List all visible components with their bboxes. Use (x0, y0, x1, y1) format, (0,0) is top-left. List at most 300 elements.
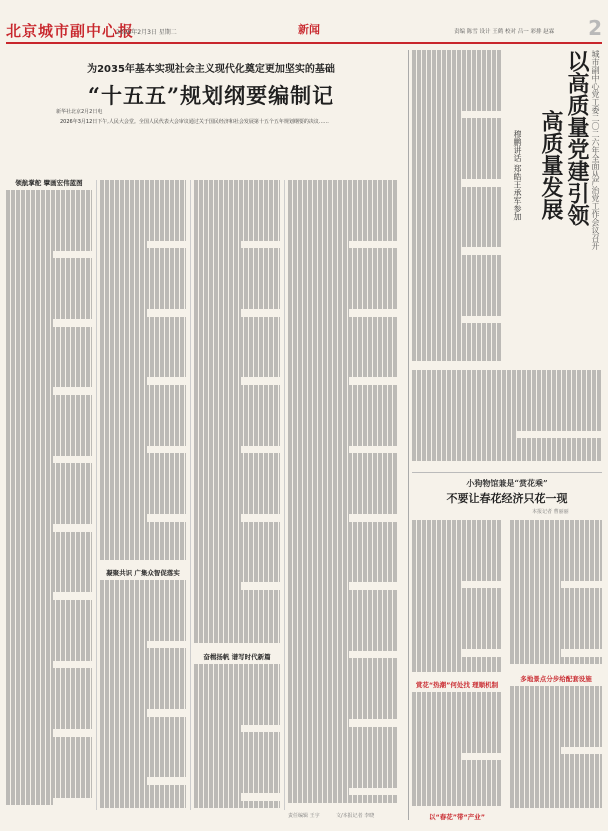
text-line-placeholder (194, 590, 280, 598)
side-title-line2: 高质量发展 (538, 110, 564, 220)
text-line-placeholder (194, 499, 280, 507)
text-line-placeholder (6, 752, 92, 760)
text-line-placeholder (6, 441, 92, 449)
text-line-placeholder (100, 702, 186, 710)
text-line-placeholder (412, 596, 502, 604)
text-line-placeholder (100, 461, 186, 469)
text-line-placeholder (6, 312, 92, 320)
side-people: 穆鹏讲话 郑皓王承军参加 (513, 130, 522, 221)
text-line-placeholder (6, 289, 92, 297)
text-line-placeholder (412, 520, 502, 528)
text-line-placeholder (288, 256, 398, 264)
text-line-placeholder (6, 760, 92, 768)
text-line-placeholder (288, 476, 398, 484)
text-line-placeholder (510, 649, 561, 657)
text-line-placeholder (100, 633, 186, 641)
issue-date: 2026年2月3日 星期二 (116, 29, 177, 36)
text-line-placeholder (412, 270, 502, 278)
text-line-placeholder (412, 285, 502, 293)
article-headline: “十五五”规划纲要编制记 (87, 83, 335, 108)
text-line-placeholder (6, 228, 92, 236)
text-line-placeholder (100, 603, 186, 611)
text-line-placeholder (288, 757, 398, 765)
text-line-placeholder (6, 509, 92, 517)
text-line-placeholder (288, 469, 398, 477)
text-line-placeholder (412, 798, 502, 806)
text-line-placeholder (288, 317, 398, 325)
text-line-placeholder (6, 471, 92, 479)
text-line-placeholder (100, 203, 186, 211)
text-line-placeholder (100, 580, 186, 588)
text-line-placeholder (194, 748, 280, 756)
text-line-placeholder (194, 461, 280, 469)
text-line-placeholder (412, 194, 502, 202)
text-line-placeholder (510, 619, 602, 627)
text-line-placeholder (100, 671, 186, 679)
text-line-placeholder (100, 233, 186, 241)
text-line-placeholder (412, 423, 602, 431)
text-line-placeholder (194, 317, 280, 325)
text-line-placeholder (6, 668, 92, 676)
text-line-placeholder (510, 573, 602, 581)
text-line-placeholder (194, 694, 280, 702)
text-line-placeholder (412, 323, 502, 331)
text-line-placeholder (510, 709, 602, 717)
text-line-placeholder (412, 446, 602, 454)
section-label: 新闻 (298, 23, 320, 36)
text-line-placeholder (194, 491, 280, 499)
text-line-placeholder (288, 651, 349, 659)
text-line-placeholder (100, 339, 186, 347)
text-line-placeholder (194, 664, 280, 672)
text-line-placeholder (6, 744, 92, 752)
text-line-placeholder (100, 595, 186, 603)
text-line-placeholder (412, 164, 502, 172)
text-line-placeholder (510, 550, 602, 558)
text-line-placeholder (100, 370, 186, 378)
column-rule (96, 180, 97, 810)
text-line-placeholder (100, 385, 186, 393)
text-line-placeholder (412, 80, 502, 88)
text-line-placeholder (412, 535, 502, 543)
text-line-placeholder (412, 657, 502, 665)
text-line-placeholder (288, 643, 398, 651)
text-line-placeholder (510, 770, 602, 778)
text-line-placeholder (100, 514, 147, 522)
text-line-placeholder (6, 395, 92, 403)
text-line-placeholder (6, 524, 53, 532)
text-line-placeholder (100, 777, 147, 785)
side-text-column-1 (412, 50, 502, 365)
text-line-placeholder (412, 619, 502, 627)
text-line-placeholder (412, 385, 602, 393)
text-line-placeholder (6, 699, 92, 707)
text-line-placeholder (100, 762, 186, 770)
text-line-placeholder (510, 694, 602, 702)
text-line-placeholder (194, 522, 280, 530)
text-line-placeholder (412, 416, 602, 424)
text-line-placeholder (194, 271, 280, 279)
text-line-placeholder (6, 775, 92, 783)
text-line-placeholder (412, 187, 502, 195)
text-line-placeholder (412, 111, 462, 119)
text-line-placeholder (510, 739, 602, 747)
text-line-placeholder (510, 800, 602, 808)
text-line-placeholder (100, 347, 186, 355)
text-line-placeholder (288, 499, 398, 507)
text-line-placeholder (100, 537, 186, 545)
text-line-placeholder (412, 707, 502, 715)
text-line-placeholder (194, 560, 280, 568)
text-line-placeholder (510, 754, 602, 762)
text-line-placeholder (194, 702, 280, 710)
text-line-placeholder (412, 217, 502, 225)
text-line-placeholder (6, 486, 92, 494)
text-line-placeholder (194, 294, 280, 302)
text-line-placeholder (6, 266, 92, 274)
text-line-placeholder (288, 203, 398, 211)
text-line-placeholder (100, 529, 186, 537)
text-line-placeholder (288, 598, 398, 606)
text-line-placeholder (194, 537, 280, 545)
text-line-placeholder (6, 410, 92, 418)
text-line-placeholder (100, 522, 186, 530)
text-line-placeholder (6, 798, 53, 806)
text-line-placeholder (100, 248, 186, 256)
text-line-placeholder (100, 800, 186, 808)
text-line-placeholder (288, 636, 398, 644)
text-line-placeholder (412, 700, 502, 708)
text-line-placeholder (288, 218, 398, 226)
text-line-placeholder (412, 722, 502, 730)
text-line-placeholder (412, 408, 602, 416)
text-line-placeholder (194, 710, 280, 718)
text-line-placeholder (288, 560, 398, 568)
commentary-headline: 不要让春花经济只花一现 (446, 492, 568, 505)
text-line-placeholder (6, 737, 92, 745)
text-line-placeholder (412, 745, 502, 753)
text-line-placeholder (510, 724, 602, 732)
text-line-placeholder (100, 656, 186, 664)
text-line-placeholder (6, 243, 92, 251)
text-line-placeholder (288, 545, 398, 553)
commentary-subhead-1: 赏花“热潮”何处找 理顺机制 (415, 681, 499, 689)
text-line-placeholder (412, 316, 462, 324)
text-line-placeholder (510, 701, 602, 709)
text-line-placeholder (194, 605, 280, 613)
text-line-placeholder (288, 286, 398, 294)
text-line-placeholder (288, 689, 398, 697)
text-line-placeholder (6, 448, 92, 456)
text-line-placeholder (288, 765, 398, 773)
text-line-placeholder (412, 393, 602, 401)
text-line-placeholder (412, 225, 502, 233)
text-line-placeholder (510, 686, 602, 694)
text-line-placeholder (194, 786, 280, 794)
text-line-placeholder (412, 126, 502, 134)
text-line-placeholder (194, 740, 280, 748)
text-line-placeholder (194, 636, 280, 644)
text-line-placeholder (194, 770, 280, 778)
text-line-placeholder (100, 476, 186, 484)
text-line-placeholder (412, 791, 502, 799)
text-line-placeholder (100, 400, 186, 408)
text-line-placeholder (288, 727, 398, 735)
text-line-placeholder (288, 180, 398, 188)
text-line-placeholder (100, 732, 186, 740)
text-line-placeholder (194, 408, 280, 416)
text-line-placeholder (412, 232, 502, 240)
text-line-placeholder (6, 403, 92, 411)
text-line-placeholder (194, 613, 280, 621)
text-line-placeholder (194, 484, 280, 492)
text-line-placeholder (194, 355, 280, 363)
text-line-placeholder (100, 279, 186, 287)
text-line-placeholder (6, 425, 92, 433)
text-line-placeholder (288, 279, 398, 287)
text-line-placeholder (288, 712, 398, 720)
text-line-placeholder (288, 719, 349, 727)
text-line-placeholder (412, 149, 502, 157)
text-line-placeholder (100, 324, 186, 332)
text-line-placeholder (6, 463, 92, 471)
text-line-placeholder (288, 704, 398, 712)
text-line-placeholder (510, 604, 602, 612)
text-line-placeholder (6, 539, 92, 547)
text-line-placeholder (194, 446, 241, 454)
text-line-placeholder (6, 517, 92, 525)
text-line-placeholder (100, 286, 186, 294)
text-line-placeholder (288, 742, 398, 750)
text-line-placeholder (194, 218, 280, 226)
text-line-placeholder (412, 96, 502, 104)
text-line-placeholder (100, 423, 186, 431)
text-line-placeholder (100, 739, 186, 747)
text-line-placeholder (288, 529, 398, 537)
text-line-placeholder (412, 768, 502, 776)
page-number: 2 (588, 16, 602, 40)
text-line-placeholder (6, 653, 92, 661)
text-line-placeholder (412, 558, 502, 566)
text-line-placeholder (288, 241, 349, 249)
text-line-placeholder (288, 393, 398, 401)
text-line-placeholder (194, 362, 280, 370)
text-line-placeholder (412, 611, 502, 619)
text-line-placeholder (6, 691, 92, 699)
text-line-placeholder (100, 694, 186, 702)
text-line-placeholder (510, 566, 602, 574)
text-line-placeholder (6, 547, 92, 555)
text-line-placeholder (288, 431, 398, 439)
text-line-placeholder (100, 256, 186, 264)
text-line-placeholder (6, 782, 92, 790)
text-line-placeholder (6, 342, 92, 350)
text-line-placeholder (100, 355, 186, 363)
commentary-column-2 (510, 520, 602, 670)
text-line-placeholder (194, 226, 280, 234)
text-line-placeholder (510, 596, 602, 604)
text-line-placeholder (288, 423, 398, 431)
text-line-placeholder (194, 248, 280, 256)
newspaper-logo: 北京城市副中心报 (6, 22, 135, 40)
text-line-placeholder (6, 327, 92, 335)
text-line-placeholder (100, 408, 186, 416)
text-line-placeholder (288, 377, 349, 385)
text-line-placeholder (412, 378, 602, 386)
text-column-2b (100, 580, 186, 810)
text-line-placeholder (194, 507, 280, 515)
commentary-subhead-3: 以“春花”带“产业” (428, 813, 486, 821)
text-line-placeholder (510, 762, 602, 770)
text-line-placeholder (288, 795, 398, 803)
text-line-placeholder (510, 611, 602, 619)
text-line-placeholder (412, 649, 462, 657)
commentary-column-1 (412, 520, 502, 675)
text-line-placeholder (194, 431, 280, 439)
text-line-placeholder (194, 302, 280, 310)
text-line-placeholder (288, 507, 398, 515)
text-line-placeholder (288, 438, 398, 446)
text-line-placeholder (288, 484, 398, 492)
text-column-2 (100, 180, 186, 560)
text-line-placeholder (100, 453, 186, 461)
text-line-placeholder (100, 415, 186, 423)
text-line-placeholder (100, 491, 186, 499)
text-line-placeholder (100, 679, 186, 687)
text-line-placeholder (288, 514, 349, 522)
text-line-placeholder (412, 88, 502, 96)
text-line-placeholder (6, 532, 92, 540)
text-line-placeholder (412, 642, 502, 650)
text-line-placeholder (288, 772, 398, 780)
text-line-placeholder (6, 304, 92, 312)
text-line-placeholder (100, 770, 186, 778)
text-line-placeholder (6, 251, 53, 259)
text-line-placeholder (412, 354, 502, 362)
text-line-placeholder (6, 623, 92, 631)
text-line-placeholder (100, 218, 186, 226)
text-line-placeholder (194, 339, 280, 347)
text-line-placeholder (412, 339, 502, 347)
text-line-placeholder (194, 793, 241, 801)
text-line-placeholder (6, 646, 92, 654)
text-line-placeholder (194, 279, 280, 287)
text-line-placeholder (6, 349, 92, 357)
text-line-placeholder (412, 293, 502, 301)
text-line-placeholder (100, 195, 186, 203)
text-line-placeholder (288, 780, 398, 788)
text-line-placeholder (100, 188, 186, 196)
text-line-placeholder (510, 634, 602, 642)
column-rule (190, 180, 191, 810)
text-line-placeholder (6, 456, 53, 464)
text-line-placeholder (194, 370, 280, 378)
text-line-placeholder (510, 785, 602, 793)
text-line-placeholder (194, 233, 280, 241)
text-line-placeholder (6, 296, 92, 304)
text-line-placeholder (6, 433, 92, 441)
text-line-placeholder (100, 264, 186, 272)
text-line-placeholder (412, 543, 502, 551)
text-line-placeholder (288, 339, 398, 347)
text-line-placeholder (288, 681, 398, 689)
text-line-placeholder (100, 362, 186, 370)
text-line-placeholder (412, 134, 502, 142)
text-line-placeholder (288, 605, 398, 613)
text-line-placeholder (510, 747, 561, 755)
text-line-placeholder (412, 308, 502, 316)
text-line-placeholder (194, 256, 280, 264)
text-line-placeholder (288, 415, 398, 423)
text-line-placeholder (100, 785, 186, 793)
text-line-placeholder (100, 294, 186, 302)
text-line-placeholder (288, 750, 398, 758)
text-line-placeholder (288, 248, 398, 256)
text-line-placeholder (412, 73, 502, 81)
text-line-placeholder (100, 317, 186, 325)
text-line-placeholder (100, 226, 186, 234)
text-line-placeholder (510, 716, 602, 724)
text-line-placeholder (412, 370, 602, 378)
text-line-placeholder (288, 567, 398, 575)
text-line-placeholder (6, 494, 92, 502)
side-article (412, 50, 602, 820)
text-line-placeholder (100, 393, 186, 401)
commentary-subhead-2: 多地景点分步给配套设施 (520, 675, 592, 683)
text-line-placeholder (6, 334, 92, 342)
text-line-placeholder (194, 180, 280, 188)
text-line-placeholder (6, 592, 53, 600)
commentary-column-2b (510, 686, 602, 812)
text-line-placeholder (6, 600, 92, 608)
text-line-placeholder (288, 696, 398, 704)
text-line-placeholder (412, 438, 602, 446)
text-line-placeholder (288, 188, 398, 196)
text-line-placeholder (100, 484, 186, 492)
text-line-placeholder (194, 203, 280, 211)
text-column-3b (194, 664, 280, 810)
text-line-placeholder (194, 469, 280, 477)
text-line-placeholder (194, 438, 280, 446)
text-line-placeholder (100, 507, 186, 515)
text-line-placeholder (100, 664, 186, 672)
text-line-placeholder (194, 672, 280, 680)
subhead-1: 领航掌舵 擘画宏伟蓝图 (15, 179, 83, 187)
side-deck: 城市副中心党工委二〇二六年全面从严治党工作会议召开 (591, 50, 600, 250)
text-line-placeholder (6, 577, 92, 585)
text-line-placeholder (194, 755, 280, 763)
text-line-placeholder (6, 190, 92, 198)
commentary-column-1b (412, 692, 502, 812)
text-line-placeholder (412, 58, 502, 66)
article-byline: 新华社北京2月2日电 (56, 109, 103, 115)
article-lead: 2026年3月12日下午,人民大会堂。全国人民代表大会审议通过关于国民经济和社会发展第十五个五年规划纲要的决议…… (60, 119, 329, 125)
text-line-placeholder (100, 588, 186, 596)
text-line-placeholder (6, 562, 92, 570)
text-line-placeholder (100, 709, 147, 717)
text-line-placeholder (6, 729, 53, 737)
text-line-placeholder (100, 271, 186, 279)
text-line-placeholder (288, 613, 398, 621)
text-line-placeholder (510, 642, 602, 650)
text-line-placeholder (288, 362, 398, 370)
text-line-placeholder (194, 620, 280, 628)
text-line-placeholder (6, 205, 92, 213)
text-line-placeholder (510, 528, 602, 536)
text-line-placeholder (412, 263, 502, 271)
text-line-placeholder (288, 522, 398, 530)
text-line-placeholder (510, 657, 602, 665)
